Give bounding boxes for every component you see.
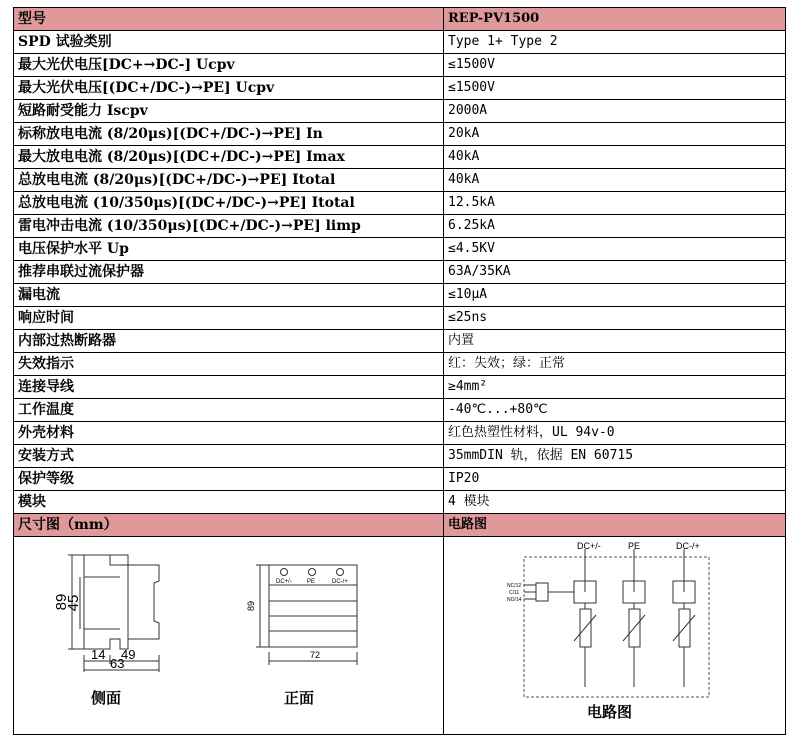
spec-key: 雷电冲击电流 (10/350μs)[(DC+/DC-)→PE] limp (14, 215, 444, 238)
circuit-term-pe: PE (628, 541, 641, 551)
spec-key: 工作温度 (14, 399, 444, 422)
spec-row (14, 284, 786, 307)
spec-key: 最大光伏电压[DC+→DC-] Ucpv (14, 54, 444, 77)
circuit-term-dc1: DC+/- (577, 541, 601, 551)
spec-key: 安装方式 (14, 445, 444, 468)
spec-row (14, 169, 786, 192)
spec-row (14, 215, 786, 238)
spec-value: ≤1500V (444, 54, 786, 77)
side-dim-49: 49 (121, 647, 136, 662)
spec-key: 电压保护水平 Up (14, 238, 444, 261)
front-term-pe: PE (307, 579, 316, 585)
spec-key: 总放电电流 (10/350μs)[(DC+/DC-)→PE] Itotal (14, 192, 444, 215)
spec-key: 漏电流 (14, 284, 444, 307)
spec-value: ≤1500V (444, 77, 786, 100)
side-view-drawing (68, 555, 159, 672)
model-row (14, 8, 786, 31)
spec-value: 4 模块 (444, 491, 786, 514)
spec-value: Type 1+ Type 2 (444, 31, 786, 54)
front-term-dc2: DC-/+ (332, 579, 348, 585)
spec-row (14, 307, 786, 330)
spec-row (14, 77, 786, 100)
spec-key: 外壳材料 (14, 422, 444, 445)
spec-row (14, 54, 786, 77)
spec-value: ≤4.5KV (444, 238, 786, 261)
spec-row (14, 445, 786, 468)
side-caption: 侧面 (91, 689, 122, 707)
spec-row (14, 31, 786, 54)
spec-row (14, 261, 786, 284)
spec-row (14, 330, 786, 353)
figure-row (14, 537, 786, 735)
spec-value: 内置 (444, 330, 786, 353)
dimension-drawings-cell (14, 537, 444, 735)
spec-key: 失效指示 (14, 353, 444, 376)
spec-key: 最大放电电流 (8/20μs)[(DC+/DC-)→PE] Imax (14, 146, 444, 169)
spec-key: 最大光伏电压[(DC+/DC-)→PE] Ucpv (14, 77, 444, 100)
spec-value: ≥4mm² (444, 376, 786, 399)
spec-value: 40kA (444, 146, 786, 169)
spec-table (13, 7, 786, 735)
spec-key: 内部过热断路器 (14, 330, 444, 353)
spec-row (14, 100, 786, 123)
spec-value: IP20 (444, 468, 786, 491)
dimensions-label: 尺寸图（mm） (14, 514, 444, 537)
spec-key: 保护等级 (14, 468, 444, 491)
side-dim-45: 45 (65, 594, 82, 612)
spec-row (14, 238, 786, 261)
side-dim-89: 89 (53, 593, 70, 611)
side-dim-14: 14 (91, 647, 106, 662)
circuit-lines (524, 549, 695, 687)
spec-value: 63A/35KA (444, 261, 786, 284)
model-value: REP-PV1500 (444, 8, 786, 31)
spec-row (14, 376, 786, 399)
spec-key: 推荐串联过流保护器 (14, 261, 444, 284)
front-dim-72: 72 (310, 650, 321, 660)
front-dim-89: 89 (246, 600, 256, 612)
spec-value: 40kA (444, 169, 786, 192)
spec-value: 12.5kA (444, 192, 786, 215)
spec-value: 20kA (444, 123, 786, 146)
spec-value: ≤10μA (444, 284, 786, 307)
spec-key: 标称放电电流 (8/20μs)[(DC+/DC-)→PE] In (14, 123, 444, 146)
spec-key: 短路耐受能力 Iscpv (14, 100, 444, 123)
spec-row (14, 146, 786, 169)
spec-key: 模块 (14, 491, 444, 514)
spec-row (14, 192, 786, 215)
spec-value: ≤25ns (444, 307, 786, 330)
spec-value: 6.25kA (444, 215, 786, 238)
spec-value: 红色热塑性材料，UL 94v-0 (444, 422, 786, 445)
spec-row (14, 353, 786, 376)
spec-key: 总放电电流 (8/20μs)[(DC+/DC-)→PE] Itotal (14, 169, 444, 192)
circuit-drawing-cell (444, 537, 786, 735)
front-term-dc1: DC+/- (276, 579, 292, 585)
circuit-nc: NC/12 (507, 583, 522, 589)
spec-value: 35mmDIN 轨，依据 EN 60715 (444, 445, 786, 468)
spec-key: 响应时间 (14, 307, 444, 330)
circuit-diagram (444, 537, 786, 727)
section-header-row (14, 514, 786, 537)
circuit-caption: 电路图 (587, 703, 633, 721)
spec-row (14, 491, 786, 514)
dimension-drawings (14, 537, 444, 727)
side-dim-63: 63 (110, 656, 125, 671)
circuit-no: NO/14 (507, 597, 522, 603)
spec-row (14, 123, 786, 146)
spec-value: 2000A (444, 100, 786, 123)
spec-row (14, 399, 786, 422)
circuit-outline (524, 557, 709, 697)
spec-value: -40℃...+80℃ (444, 399, 786, 422)
spec-key: 连接导线 (14, 376, 444, 399)
spec-key: SPD 试验类别 (14, 31, 444, 54)
circuit-label: 电路图 (444, 514, 786, 537)
spec-value: 红：失效；绿：正常 (444, 353, 786, 376)
circuit-c: C/11 (509, 590, 520, 596)
spec-row (14, 422, 786, 445)
front-caption: 正面 (284, 689, 315, 707)
spec-row (14, 468, 786, 491)
model-label: 型号 (14, 8, 444, 31)
circuit-term-dc2: DC-/+ (676, 541, 700, 551)
